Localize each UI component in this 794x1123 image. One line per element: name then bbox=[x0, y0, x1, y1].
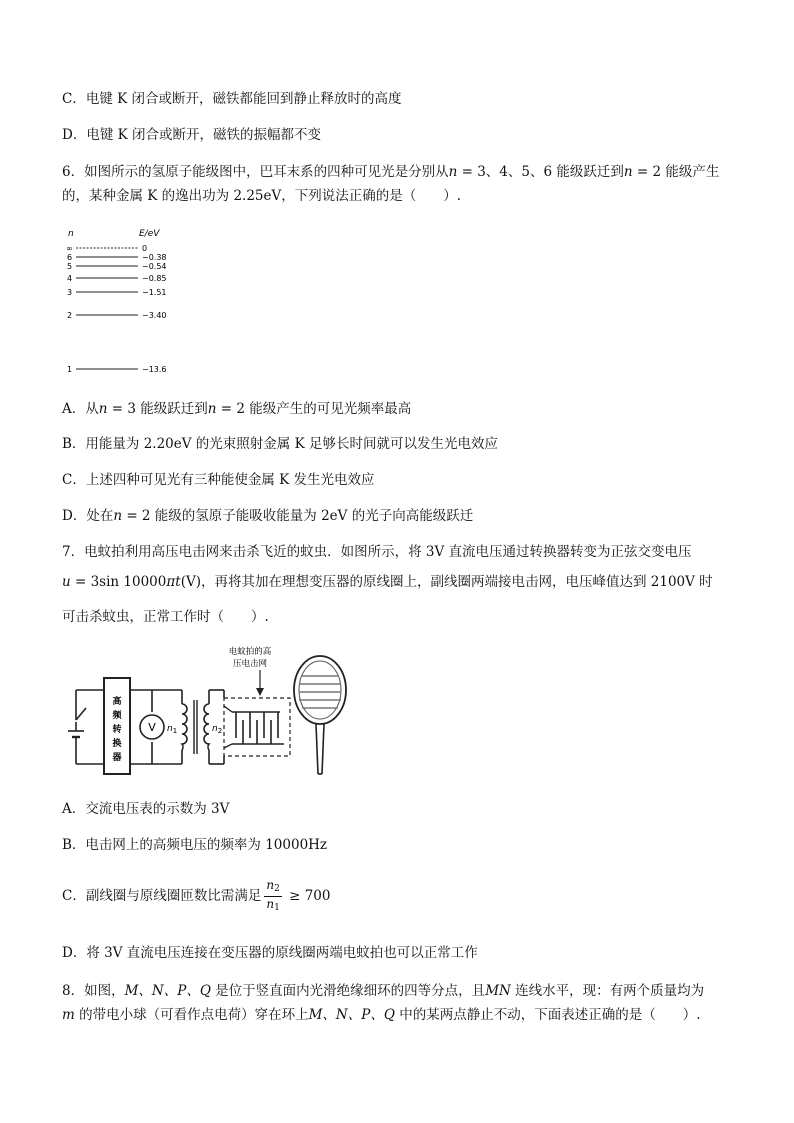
q6-option-b: B．用能量为 2.20eV 的光束照射金属 K 足够长时间就可以发生光电效应 bbox=[62, 436, 498, 452]
callout-line-1: 电蚊拍的高 bbox=[228, 647, 272, 657]
level-e-4: −0.85 bbox=[142, 274, 167, 283]
q5-option-d: D．电键 K 闭合或断开，磁铁的振幅都不变 bbox=[62, 127, 321, 143]
electrode-comb-bottom bbox=[232, 720, 284, 744]
secondary-coil bbox=[204, 704, 209, 750]
n1-label: $n_1$ bbox=[167, 724, 178, 735]
switch-blade bbox=[76, 708, 86, 720]
primary-coil bbox=[182, 704, 187, 750]
axis-label-n: n bbox=[68, 229, 74, 239]
q8-stem-line-2: m 的带电小球（可看作点电荷）穿在环上M、N、P、Q 中的某两点静止不动，下面表述正确的是（ ）. bbox=[62, 1007, 701, 1023]
level-e-1: −13.6 bbox=[142, 365, 167, 374]
q7-option-b: B．电击网上的高频电压的频率为 10000Hz bbox=[62, 837, 328, 853]
level-n-6: 6 bbox=[67, 253, 73, 262]
racket-handle-right bbox=[322, 724, 324, 774]
converter-char-3: 转 bbox=[112, 725, 122, 735]
q7-option-c: C．副线圈与原线圈匝数比需满足 $\frac{n_2}{n_1}$ ≥ 700 bbox=[62, 878, 331, 913]
level-e-3: −1.51 bbox=[142, 288, 167, 297]
callout-line-2: 压电击网 bbox=[232, 659, 268, 669]
level-e-6: −0.38 bbox=[142, 253, 167, 262]
level-e-5: −0.54 bbox=[142, 262, 167, 271]
converter-char-1: 高 bbox=[112, 697, 122, 707]
level-n-3: 3 bbox=[67, 288, 73, 297]
q8-stem-line-1: 8．如图，M、N、P、Q 是位于竖直面内光滑绝缘细环的四等分点，且MN 连线水平，现：有两个质量均为 bbox=[62, 983, 705, 999]
level-n-4: 4 bbox=[67, 274, 73, 283]
q5-option-c: C．电键 K 闭合或断开，磁铁都能回到静止释放时的高度 bbox=[62, 91, 402, 107]
level-n-5: 5 bbox=[67, 262, 73, 271]
converter-char-2: 频 bbox=[112, 711, 122, 721]
q7-stem-line-3: 可击杀蚊虫，正常工作时（ ）. bbox=[62, 609, 269, 625]
n2-label: $n_2$ bbox=[212, 724, 223, 735]
turns-ratio-fraction: $\frac{n_2}{n_1}$ bbox=[266, 878, 280, 913]
level-e-inf: 0 bbox=[142, 244, 148, 253]
q6-stem-line-2: 的，某种金属 K 的逸出功为 2.25eV，下列说法正确的是（ ）. bbox=[62, 188, 462, 204]
level-e-2: −3.40 bbox=[142, 311, 167, 320]
q6-option-a: A．从n = 3 能级跃迁到n = 2 能级产生的可见光频率最高 bbox=[62, 401, 412, 417]
q7-option-d: D．将 3V 直流电压连接在变压器的原线圈两端电蚊拍也可以正常工作 bbox=[62, 945, 478, 961]
level-n-1: 1 bbox=[67, 365, 73, 374]
q7-stem-line-1: 7．电蚊拍利用高压电击网来击杀飞近的蚊虫．如图所示，将 3V 直流电压通过转换器转变为正弦交变电压 bbox=[62, 544, 692, 560]
q6-stem-line-1: 6．如图所示的氢原子能级图中，巴耳末系的四种可见光是分别从n = 3、4、5、6 能级跃迁到n = 2 能级产生 bbox=[62, 164, 720, 180]
converter-char-4: 换 bbox=[112, 739, 122, 749]
racket-head bbox=[294, 656, 346, 724]
axis-label-energy: E/eV bbox=[139, 229, 160, 239]
q7-option-a: A．交流电压表的示数为 3V bbox=[62, 801, 230, 817]
level-n-inf: ∞ bbox=[66, 244, 73, 253]
level-n-2: 2 bbox=[67, 311, 73, 320]
q6-option-d: D．处在n = 2 能级的氢原子能吸收能量为 2eV 的光子向高能级跃迁 bbox=[62, 508, 474, 524]
racket-handle-left bbox=[316, 724, 318, 774]
converter-char-5: 器 bbox=[112, 753, 122, 763]
circuit-diagram bbox=[64, 640, 354, 780]
electrode-comb-top bbox=[232, 712, 280, 738]
voltmeter-label: V bbox=[148, 721, 156, 734]
energy-level-diagram bbox=[64, 224, 204, 376]
q6-option-c: C．上述四种可见光有三种能使金属 K 发生光电效应 bbox=[62, 472, 375, 488]
q7-stem-line-2: u = 3sin 10000πt(V)，再将其加在理想变压器的原线圈上，副线圈两端接电击网，电压峰值达到 2100V 时 bbox=[62, 574, 713, 590]
